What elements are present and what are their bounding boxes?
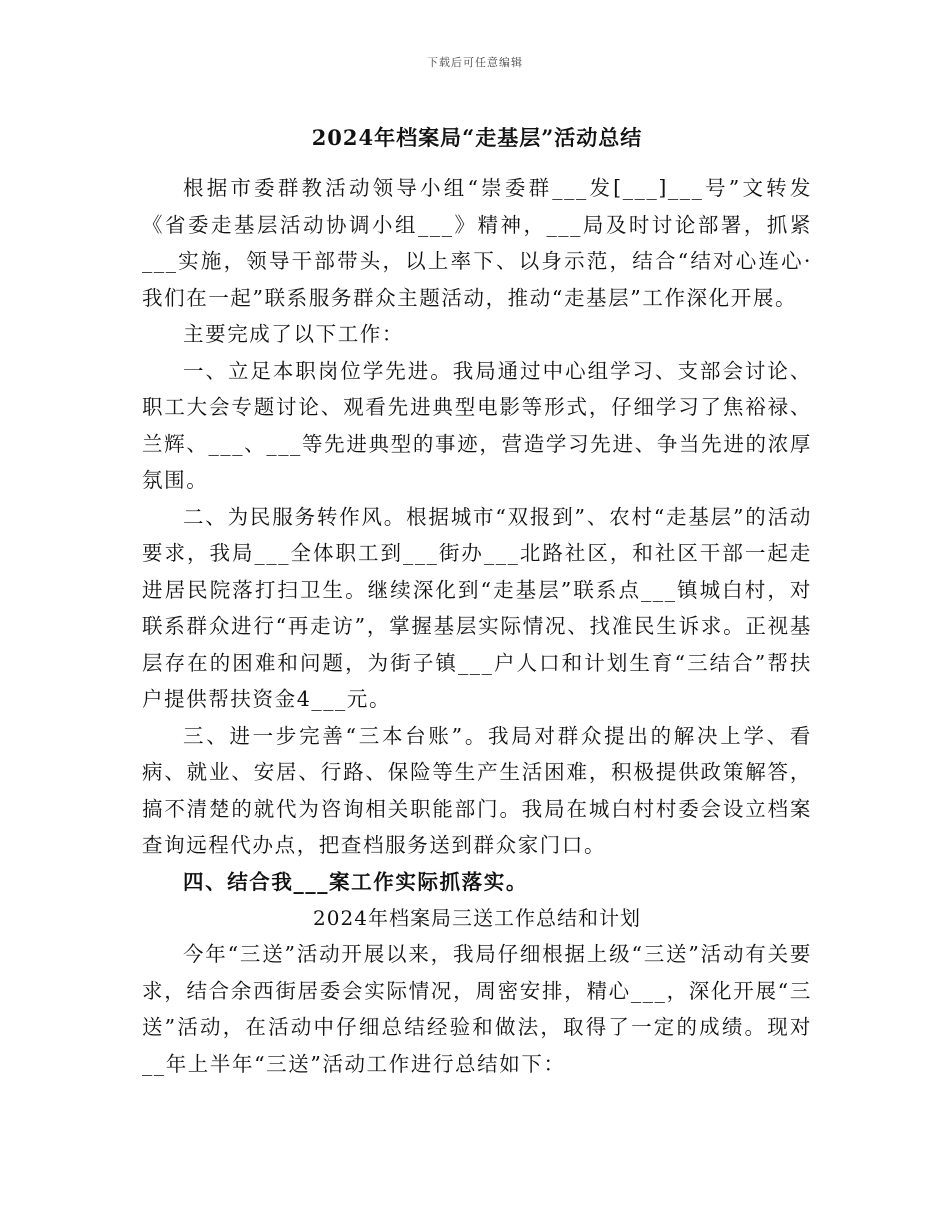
paragraph-item-2: 二、为民服务转作风。根据城市“双报到”、农村“走基层”的活动要求，我局___全体职工到___街办___北路社区，和社区干部一起走进居民院落打扫卫生。继续深化到“走基层”联系点___镇城白村，对联系群众进行“再走访”，掌握基层实际情况、找准民生诉求。正视基层存在的困难和问题，为街子镇___户人口和计划生育“三结合”帮扶户提供帮扶资金4___元。 — [142, 504, 812, 711]
document-title: 2024年档案局“走基层”活动总结 — [311, 125, 643, 150]
paragraph-item-4-heading: 四、结合我___案工作实际抓落实。 — [183, 869, 528, 894]
page-header-note: 下载后可任意编辑 — [427, 56, 523, 69]
paragraph-second-intro: 今年“三送”活动开展以来，我局仔细根据上级“三送”活动有关要求，结合余西街居委会实际情况，周密安排，精心___，深化开展“三送”活动，在活动中仔细总结经验和做法，取得了一定的成绩。现对__年上半年“三送”活动工作进行总结如下： — [142, 942, 812, 1076]
document-body — [142, 120, 812, 1082]
paragraph-item-1: 一、立足本职岗位学先进。我局通过中心组学习、支部会讨论、职工大会专题讨论、观看先进典型电影等形式，仔细学习了焦裕禄、兰辉、___、___等先进典型的事迹，营造学习先进、争当先进的浓厚氛围。 — [142, 358, 812, 492]
paragraph-summary-lead: 主要完成了以下工作： — [183, 322, 404, 346]
paragraph-intro: 根据市委群教活动领导小组“崇委群___发[___]___号”文转发《省委走基层活动协调小组___》精神，___局及时讨论部署，抓紧___实施，领导干部带头，以上率下、以身示范，结合“结对心连心·我们在一起”联系服务群众主题活动，推动“走基层”工作深化开展。 — [142, 176, 812, 310]
second-document-title: 2024年档案局三送工作总结和计划 — [313, 906, 641, 930]
paragraph-item-3: 三、进一步完善“三本台账”。我局对群众提出的解决上学、看病、就业、安居、行路、保险等生产生活困难，积极提供政策解答，搞不清楚的就代为咨询相关职能部门。我局在城白村村委会设立档案查询远程代办点，把查档服务送到群众家门口。 — [142, 723, 812, 857]
